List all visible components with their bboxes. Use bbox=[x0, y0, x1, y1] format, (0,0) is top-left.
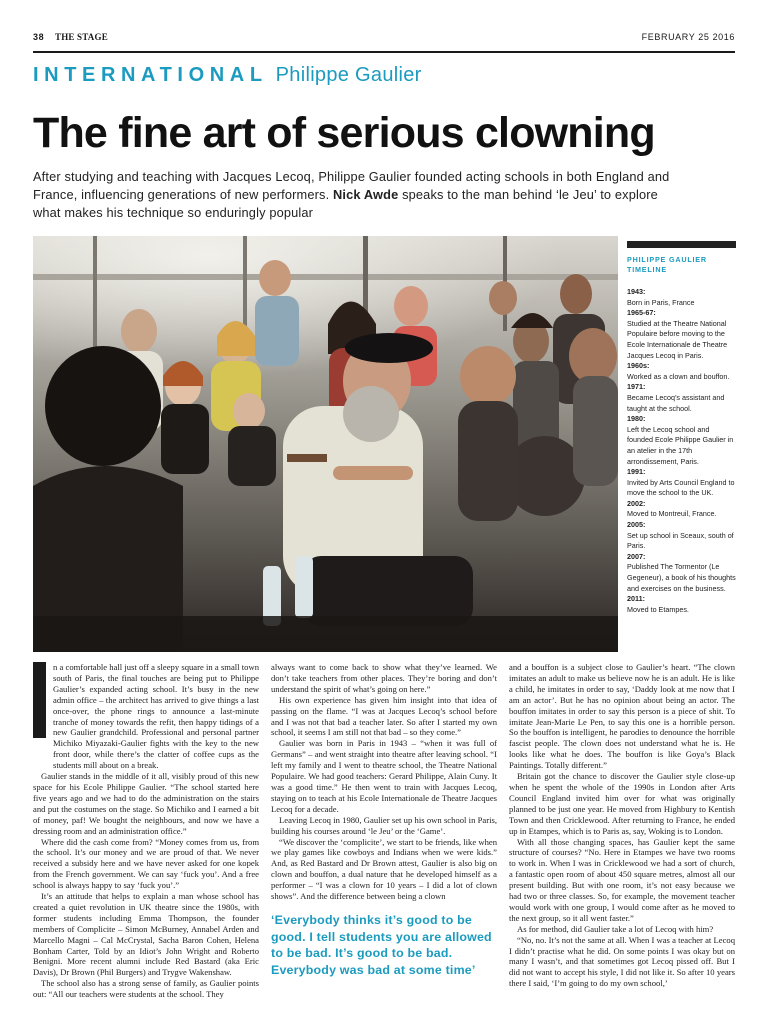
page-folio bbox=[33, 32, 735, 46]
timeline-year: 2005: bbox=[627, 520, 646, 530]
body-paragraph: always want to come back to show what they’ve learned. We don’t take teachers from other places. They’re boring and don’t understand the spirit of what’s going on here.” bbox=[271, 662, 497, 694]
publication-name: THE STAGE bbox=[55, 32, 108, 42]
timeline-year: 1980: bbox=[627, 414, 646, 424]
timeline-event: Set up school in Sceaux, south of Paris. bbox=[627, 530, 734, 551]
top-rule bbox=[33, 51, 735, 53]
body-column-3 bbox=[509, 662, 735, 989]
dropcap-block bbox=[33, 662, 259, 771]
timeline-year: 1943: bbox=[627, 287, 646, 296]
page-number: 38 bbox=[33, 32, 45, 42]
timeline-list bbox=[627, 287, 736, 615]
issue-date: FEBRUARY 25 2016 bbox=[641, 32, 735, 42]
timeline-event: Worked as a clown and bouffon. bbox=[627, 371, 730, 381]
drop-cap bbox=[33, 662, 46, 738]
body-paragraph: Gaulier was born in Paris in 1943 – “when it was full of Germans” – and went straight into theatre after leaving school. “I left my family and I went to theatre school, the Theatre National Populaire. We had good teachers: Gerard Philippe, Alain Cuny. It was a good time.” He then went to train with Jacques Lecoq, staying on to teach at his Ecole Internationale de Theatre Jacques Lecoq for a decade. bbox=[271, 738, 497, 814]
body-paragraph: It’s an attitude that helps to explain a man whose school has created a quiet revolution in UK theatre since the 1980s, with former students including Emma Thompson, the founder members of Complicite – Simon McBurney, Annabel Arden and Marcello Magni – Cal McCrystal, Sacha Baron Cohen, Helena Bonham Carter, Told by an Idiot’s John Wright and Roberto Benigni. More recent alumni include Red Bastard (aka Eric Davis), Dr Brown (Phil Burgers) and Trygve Wakenshaw. bbox=[33, 891, 259, 978]
timeline-year: 1991: bbox=[627, 467, 646, 477]
timeline-year: 2011: bbox=[627, 594, 645, 604]
body-paragraph: Where did the cash come from? “Money comes from us, from the school. It’s our money and we are proud of that. We never received a subsidy here and we have never asked for one kopek from the French government. We can say ‘fuck you’. And a free school is always happy to say ‘fuck you’.” bbox=[33, 836, 259, 891]
body-paragraph: Gaulier stands in the middle of it all, visibly proud of this new space for his Ecole Philippe Gaulier. “The school started here five years ago and we had to do the administration on the stairs and put the costumes on the stage. So Michiko and I earned a bit of money, paf! We bought the neighbours, and now we have a dressing room and an administration office.” bbox=[33, 771, 259, 836]
standfirst bbox=[33, 168, 683, 222]
article-headline: The fine art of serious clowning bbox=[33, 109, 655, 157]
timeline-bar bbox=[627, 241, 736, 248]
body-paragraph: “We discover the ‘complicite’, we start to be friends, like when we play games like cowboys and Indians when we were kids.” And, as Red Bastard and Dr Brown attest, Gaulier is also big on clown and bouffon, a dual nature that he developed himself as a performer – “I was a clown for 10 years – I did a lot of clown shows”. And the difference between being a clown bbox=[271, 836, 497, 902]
timeline-year: 1965-67: bbox=[627, 308, 656, 318]
body-paragraph: As for method, did Gaulier take a lot of Lecoq with him? bbox=[517, 923, 714, 934]
classroom-photo bbox=[33, 236, 618, 652]
timeline-event: Published The Tormentor (Le Gegeneur), a book of his thoughts and exercises on the business. bbox=[627, 562, 736, 593]
timeline-event: Invited by Arts Council England to move the school to the UK. bbox=[627, 477, 735, 498]
body-column-1 bbox=[33, 662, 259, 1000]
timeline-event: Born in Paris, France bbox=[627, 297, 695, 307]
classroom-photo-illustration bbox=[33, 236, 618, 652]
timeline-event: Became Lecoq’s assistant and taught at the school. bbox=[627, 392, 725, 413]
timeline-year: 2002: bbox=[627, 498, 646, 508]
standfirst-text: After studying and teaching with Jacques Lecoq, Philippe Gaulier founded acting schools in both England and France, influencing generations of new performers. bbox=[33, 169, 670, 202]
section-subject: Philippe Gaulier bbox=[275, 64, 422, 86]
standfirst-text-after: speaks to the man behind ‘le Jeu’ to explore what makes his technique so enduringly popular bbox=[33, 187, 658, 220]
section-name: INTERNATIONAL bbox=[33, 64, 268, 86]
body-paragraph: n a comfortable hall just off a sleepy square in a small town south of Paris, the final touches are being put to Philippe Gaulier’s expanded acting school. It’s busy in the new admin office – the architect has arrived to give things a last once-over, the phone rings to announce a last-minute tranche of money towards the refit, then happy tidings of a new Gaulier grandchild. Professional and personal partner Michiko Miyazaki-Gaulier fights with the key to the new front door, while there’s the clatter of coffee cups as the students mill about on a break. bbox=[53, 662, 259, 771]
timeline-event: Moved to Etampes. bbox=[627, 604, 689, 614]
body-paragraph: and a bouffon is a subject close to Gaulier’s heart. “The clown imitates an adult to make us believe now he is an adult. He is like a child, he imitates in order to say, ‘Daddy look at me now that I am an actor’. But he has no opinion about being an actor. The bouffon imitates in order to say this person is a piece of shit. To imitate Jean-Marie Le Pen, to say this one is a horrible person. So the bouffon is intelligent, he parodies to denounce the horrible fascist people. The clown does not understand what he is. He looks like what he does. The bouffon is like Goya’s Black Paintings. Totally different.” bbox=[509, 662, 735, 771]
section-heading bbox=[33, 64, 422, 90]
body-paragraph: With all those changing spaces, has Gaulier kept the same structure of courses? “No. Here in Etampes we have two rooms to work in. When I was in Cricklewood we had a sort of church, a fantastic open room of about 450 square metres, almost all our present building. But with one room, it’s not easy because we had two or three classes. So, for example, the movement teacher would work with one group, I would come after as he moved to the next group, so it all went faster.” bbox=[509, 836, 735, 923]
timeline-year: 1960s: bbox=[627, 361, 650, 371]
timeline-event: Studied at the Theatre National Populaire before moving to the Ecole Internationale de Theatre Jacques Lecoq in Paris. bbox=[627, 318, 728, 360]
byline: Nick Awde bbox=[333, 187, 399, 202]
timeline-event: Left the Lecoq school and founded Ecole Philippe Gaulier in an atelier in the 17th arrondissement, Paris. bbox=[627, 424, 734, 466]
body-paragraph: Leaving Lecoq in 1980, Gaulier set up his own school in Paris, building his courses around ‘le Jeu’ or the ‘Game’. bbox=[271, 814, 497, 836]
timeline-event: Moved to Montreuil, France. bbox=[627, 509, 717, 519]
body-paragraph: The school also has a strong sense of family, as Gaulier points out: “All our teachers were students at the school. They bbox=[33, 978, 259, 1000]
timeline-year: 1971: bbox=[627, 382, 646, 392]
pull-quote: ‘Everybody thinks it’s good to be good. I tell students you are allowed to be bad. It’s good to be bad. Everybody was bad at some time’ bbox=[271, 913, 492, 977]
timeline-sidebar bbox=[627, 241, 736, 615]
body-paragraph: “No, no. It’s not the same at all. When I was a teacher at Lecoq I didn’t practise what he did. On some points I was okay but on many I wasn’t, and that sometimes got Lecoq pissed off. But I did not want to accept his style, I did not like it. So after 10 years there I said, ‘I’m going to do my own school,’ bbox=[509, 934, 735, 989]
body-paragraph: Britain got the chance to discover the Gaulier style close-up when he spent the whole of the 1990s in London after Arts Council England invited him over for what was originally planned to be just one year. He moved from Highbury to Kentish Town and then Cricklewood. After returning to France, he ended up in Etampes, which is to Paris as, say, Woking is to London. bbox=[509, 771, 735, 836]
timeline-year: 2007: bbox=[627, 551, 646, 561]
body-column-2 bbox=[271, 662, 497, 902]
body-paragraph: His own experience has given him insight into that idea of passing on the flame. “I was at Jacques Lecoq’s school before and I was not that bad a teacher later. So after I started my own school, it seems I am still not that bad – so they come.” bbox=[271, 694, 497, 738]
timeline-title: PHILIPPE GAULIER TIMELINE bbox=[627, 255, 707, 274]
